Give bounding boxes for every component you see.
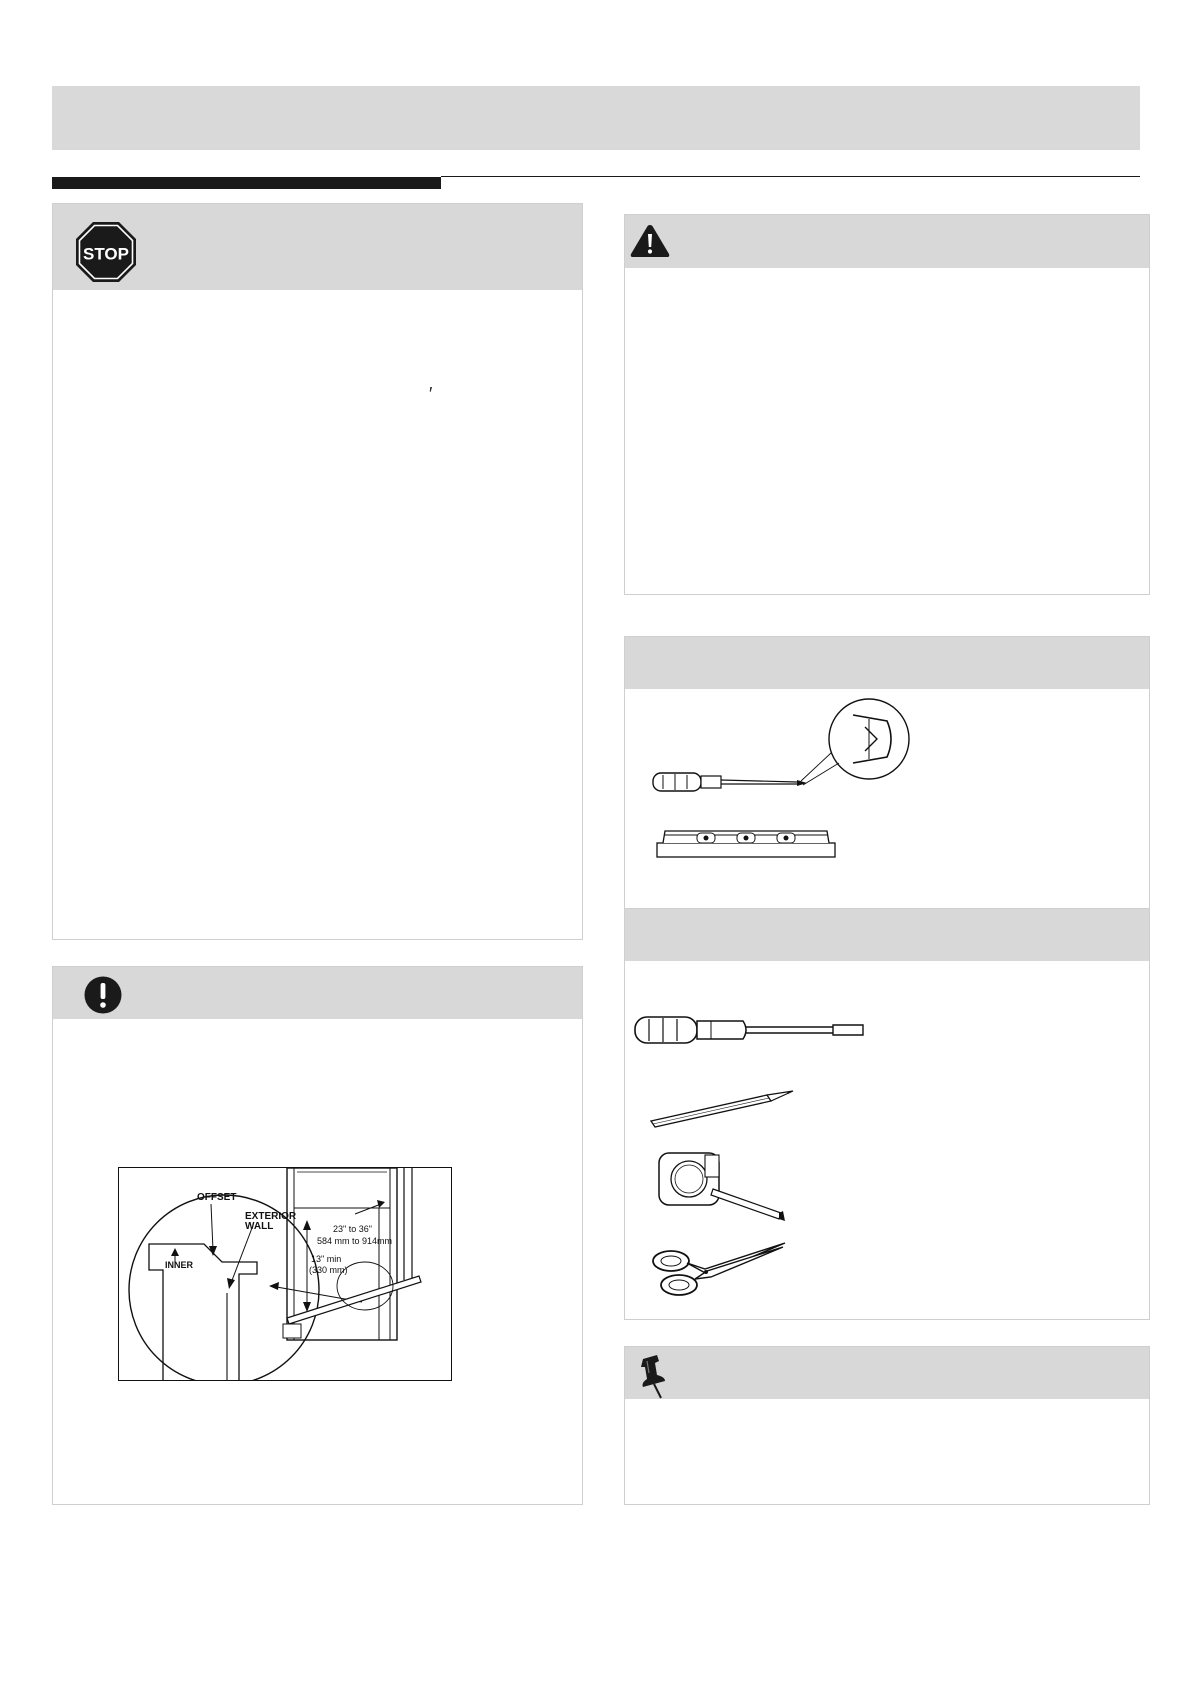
inner-label: INNER (165, 1260, 194, 1270)
exterior-wall-label: EXTERIOR WALL (245, 1211, 297, 1232)
height-range-metric: 584 mm to 914mm (317, 1236, 393, 1246)
tools-panel (624, 908, 1150, 1320)
warning-panel-header (625, 215, 1149, 268)
warning-panel (624, 214, 1150, 595)
mounting-rail-icon (655, 827, 837, 859)
caution-panel-header (53, 967, 582, 1019)
warning-triangle-icon (629, 223, 671, 259)
stop-panel-header (53, 204, 582, 290)
pencil-icon (647, 1087, 797, 1127)
min-label: 13" min (311, 1254, 342, 1264)
page-title-bar (52, 86, 1140, 150)
window-diagram (118, 1167, 452, 1381)
pushpin-icon (635, 1353, 675, 1399)
min-metric: (330 mm) (309, 1265, 348, 1275)
stray-mark: ′ (429, 384, 433, 404)
svg-text:STOP: STOP (83, 244, 129, 264)
phillips-screwdriver-icon (651, 693, 921, 823)
height-range-label: 23" to 36" (333, 1224, 372, 1234)
caution-panel (52, 966, 583, 1505)
tape-measure-icon (657, 1147, 787, 1231)
stop-panel (52, 203, 583, 940)
note-panel (624, 1346, 1150, 1505)
flathead-screwdriver-icon (633, 1011, 869, 1049)
hardware-panel (624, 636, 1150, 909)
exclamation-circle-icon (84, 976, 122, 1014)
section-divider-thin (441, 176, 1140, 177)
hardware-panel-header (625, 637, 1149, 689)
stop-sign-icon (75, 221, 137, 283)
section-divider-thick (52, 177, 441, 189)
scissors-icon (649, 1239, 789, 1303)
offset-label: OFFSET (197, 1192, 237, 1203)
note-panel-header (625, 1347, 1149, 1399)
tools-panel-header (625, 909, 1149, 961)
